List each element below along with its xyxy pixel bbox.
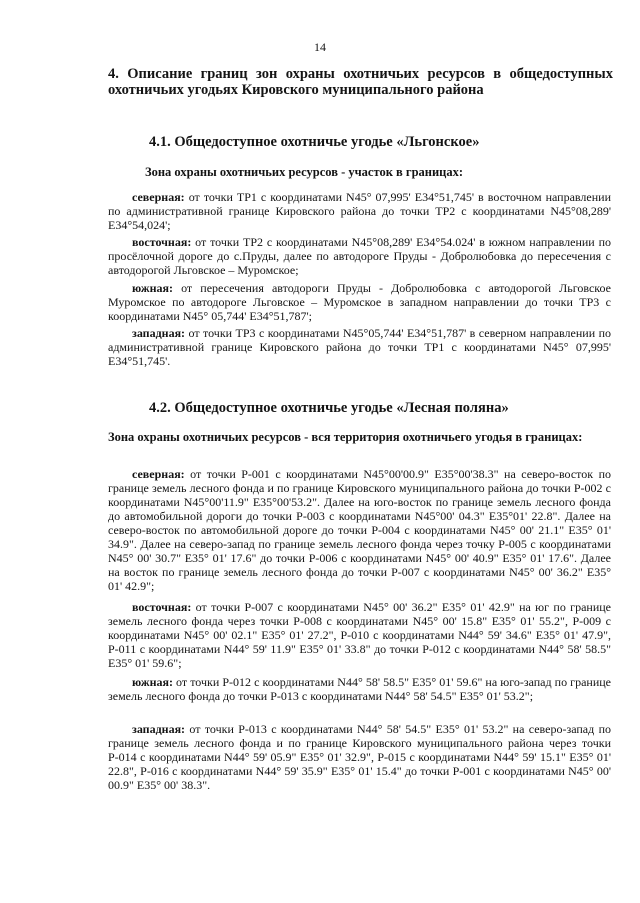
boundary-label-north: северная: [132, 467, 185, 481]
boundary-label-west: западная: [132, 722, 186, 736]
boundary-paragraph [108, 600, 611, 670]
boundary-label-east: восточная: [132, 600, 192, 614]
boundary-text: от точки Р-012 с координатами N44° 58' 58.5" E35° 01' 59.6" на юго-запад по границе земель лесного фонда до точки Р-013 с координатами N44° 58' 54.5" E35° 01' 53.2"; [108, 675, 611, 703]
boundary-text: от точки ТР1 с координатами N45° 07,995' E34°51,745' в восточном направлении по административной границе Кировского района до точки ТР2 с координатами N45°08,289' E34°54,024'; [108, 190, 611, 232]
boundary-label-west: западная: [132, 326, 186, 340]
zone-intro-lesnaya-polyana: Зона охраны охотничьих ресурсов - вся территория охотничьего угодья в границах: [108, 430, 583, 444]
boundary-paragraph [108, 190, 611, 232]
boundary-text: от точки ТР2 с координатами N45°08,289' E34°54.024' в южном направлении по просёлочной дороге до с.Пруды, далее по автодороге Пруды - Добролюбовка до пересечения с автодорогой Льговское – Муромское; [108, 235, 611, 277]
boundary-text: от пересечения автодороги Пруды - Добролюбовка с автодорогой Льговское Муромское по автодороге Льговское – Муромское в западном направлении до точки ТР3 с координатами N45° 05,744' E34°51,787'; [108, 281, 611, 323]
boundary-text: от точки Р-013 с координатами N44° 58' 54.5" E35° 01' 53.2" на северо-запад по границе земель лесного фонда и по границе Кировского муниципального района через точки Р-014 с координатами N44° 59' 05.9" E35° 01' 32.9", Р-015 с координатами N44° 59' 15.1" E35° 01' 22.8", Р-016 с координатами N44° 59' 35.9" E35° 01' 15.4" до точки Р-001 с координатами N45° 00' 00.9" E35° 00' 38.3". [108, 722, 611, 792]
boundary-text: от точки Р-001 с координатами N45°00'00.9" E35°00'38.3" на северо-восток по границе земель лесного фонда и по границе Кировского муниципального района до точки Р-002 с координатами N45°00'11.9" E35°00'53.2". Далее на юго-восток по границе земель лесного фонда до автомобильной дороги до точки Р-003 с координатами N45°00' 04.3" E35°01' 22.8". Далее на северо-восток по автомобильной дороге до точки Р-004 с координатами N45° 00' 21.1" E35° 01' 34.9". Далее на северо-запад по границе земель лесного фонда через точку Р-005 с координатами N45° 00' 30.7" E35° 01' 17.6" до точки Р-006 с координатами N45° 00' 40.9" E35° 01' 17.6". Далее на восток по границе земель лесного фонда до точки Р-007 с координатами N45° 00' 36.2" E35° 01' 42.9"; [108, 467, 611, 593]
boundary-label-east: восточная: [132, 235, 192, 249]
boundary-paragraph [108, 722, 611, 792]
boundary-paragraph [108, 675, 611, 703]
subsection-title-lesnaya-polyana: 4.2. Общедоступное охотничье угодье «Лесная поляна» [149, 400, 509, 416]
subsection-title-lgonskoe: 4.1. Общедоступное охотничье угодье «Льгонское» [149, 134, 480, 150]
boundary-text: от точки Р-007 с координатами N45° 00' 36.2" E35° 01' 42.9" на юг по границе земель лесного фонда через точки Р-008 с координатами N45° 00' 15.8" E35° 01' 55.2", Р-009 с координатами N45° 00' 02.1" E35° 01' 27.2", Р-010 с координатами N44° 59' 34.6" E35° 01' 47.9", Р-011 с координатами N44° 59' 11.9" E35° 01' 33.8" до точки Р-012 с координатами N44° 58' 58.5" E35° 01' 59.6"; [108, 600, 611, 670]
page-number: 14 [314, 40, 326, 54]
boundary-paragraph [108, 281, 611, 323]
boundary-paragraph [108, 467, 611, 593]
boundary-label-south: южная: [132, 281, 173, 295]
boundary-label-north: северная: [132, 190, 185, 204]
boundary-text: от точки ТР3 с координатами N45°05,744' E34°51,787' в северном направлении по административной границе Кировского района до точки ТР1 с координатами N45° 07,995' E34°51,745'. [108, 326, 611, 368]
boundary-paragraph [108, 235, 611, 277]
boundary-label-south: южная: [132, 675, 173, 689]
boundary-paragraph [108, 326, 611, 368]
section-title: 4. Описание границ зон охраны охотничьих ресурсов в общедоступных охотничьих угодьях Кировского муниципального района [108, 66, 613, 98]
zone-intro-lgonskoe: Зона охраны охотничьих ресурсов - участок в границах: [145, 165, 464, 179]
